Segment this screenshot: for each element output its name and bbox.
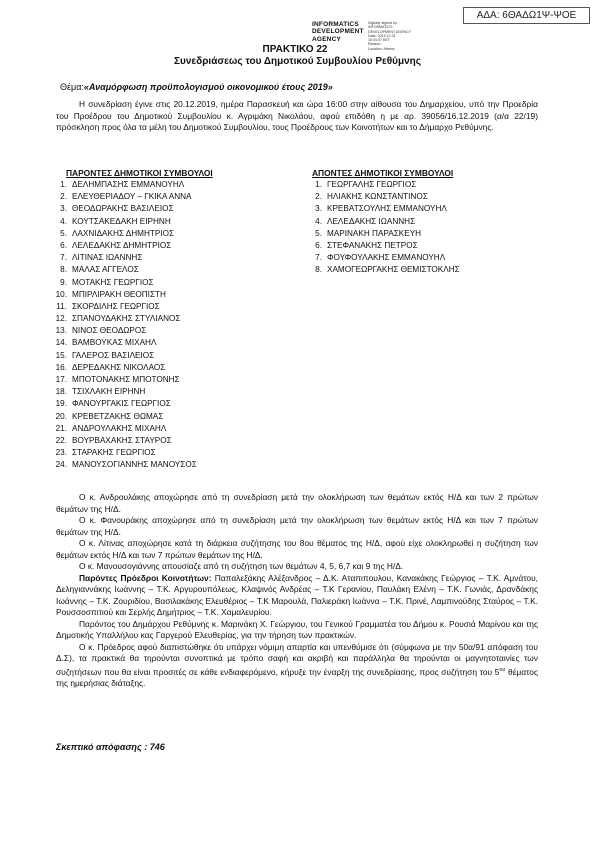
list-item: 22. ΒΟΥΡΒΑΧΑΚΗΣ ΣΤΑΥΡΟΣ: [55, 435, 172, 445]
list-item: 18. ΤΣΙΧΛΑΚΗ ΕΙΡΗΝΗ: [55, 387, 146, 397]
stamp-line: DEVELOPMENT: [312, 28, 364, 36]
present-heading: ΠΑΡΟΝΤΕΣ ΔΗΜΟΤΙΚΟΙ ΣΥΜΒΟΥΛΟΙ: [66, 168, 213, 178]
signature-line: 10:41:07 EET: [368, 38, 390, 43]
signature-line: Reason:: [368, 42, 382, 47]
absent-members-list: [305, 179, 460, 277]
note-paragraph: Ο κ. Φανουράκης αποχώρησε από τη συνεδρίαση μετά την ολοκλήρωση των θεμάτων εκτός Η/Δ και των 7 πρώτων θεμάτων της Η/Δ.: [56, 515, 538, 537]
stamp-line: INFORMATICS: [312, 21, 359, 28]
list-item: 17. ΜΠΟΤΟΝΑΚΗΣ ΜΠΟΤΟΝΗΣ: [55, 375, 180, 384]
list-item: 7. ΦΟΥΦΟΥΛΑΚΗΣ ΕΜΜΑΝΟΥΗΛ: [315, 253, 446, 263]
subject-label: Θέμα:: [60, 82, 84, 92]
list-item: 1. ΓΕΩΡΓΑΛΗΣ ΓΕΩΡΓΙΟΣ: [315, 180, 417, 189]
community-presidents-text: Παπαλεξάκης Αλέξανδρος – Δ.Κ. Αταπιπουλου, Κανακάκης Γεώργιος – Τ.Κ. Αμνάτου, Δεληγιαννάκης Ιωάννης – Τ.Κ. Αργυρουπόλεως, Κλαψινός Ανδρέας – Τ.Κ Γερανίου, Παυλάκη Ελένη – Τ.Κ. Γωνιάς, Δρανδάκης Ιωάννης – Τ.Κ. Ζουριδίου, Βασιλακάκης Ελευθέριος – Τ.Κ Μαρουλά, Παλιεράκη Ιωάννα – Τ.Κ. Πρινέ, Λαμπινούδης Σταύρος – Τ.Κ. Ρουσσοσπιτιού και Σερλής Δημήτριος – Τ.Κ. Χαμαλευρίου.: [56, 572, 538, 617]
list-item: 2. ΕΛΕΥΘΕΡΙΑΔΟΥ – ΓΚΙΚΑ ΑΝΝΑ: [60, 192, 192, 202]
community-presidents-label: Παρόντες Πρόεδροι Κοινοτήτων:: [79, 572, 212, 583]
note-paragraph: Παρόντος του Δημάρχου Ρεθύμνης κ. Μαρινάκη Χ. Γεώργιου, του Γενικού Γραμματέα του Δήμου κ. Ρουσιά Μαρίνου και της Δημοτικής Υπαλλήλου κας Γαργερού Ελευθερίας, για την τήρηση των πρακτικών.: [56, 618, 538, 640]
document-subtitle: Συνεδριάσεως του Δημοτικού Συμβουλίου Ρεθύμνης: [174, 56, 421, 67]
decision-heading: Σκεπτικό απόφασης : 746: [56, 742, 165, 752]
list-item: 21. ΑΝΔΡΟΥΛΑΚΗΣ ΜΙΧΑΗΛ: [55, 423, 167, 433]
list-item: 9. ΜΟΤΑΚΗΣ ΓΕΩΡΓΙΟΣ: [60, 277, 154, 287]
list-item: 7. ΛΙΤΙΝΑΣ ΙΩΑΝΝΗΣ: [60, 253, 143, 263]
list-item: 8. ΜΑΛΑΣ ΑΓΓΕΛΟΣ: [60, 265, 139, 275]
list-item: 16. ΔΕΡΕΔΑΚΗΣ ΝΙΚΟΛΑΟΣ: [55, 362, 166, 372]
list-item: 24. ΜΑΝΟΥΣΟΓΙΑΝΝΗΣ ΜΑΝΟΥΣΟΣ: [55, 460, 197, 470]
signature-line: Location: Athens: [368, 46, 395, 51]
note-paragraph: Ο κ. Μανουσογιάννης απουσίαζε από τη συζήτηση των θεμάτων 4, 5, 6,7 και 9 της Η/Δ.: [79, 561, 404, 571]
list-item: 13. ΝΙΝΟΣ ΘΕΟΔΩΡΟΣ: [55, 326, 147, 336]
list-item: 15. ΓΑΛΕΡΟΣ ΒΑΣΙΛΕΙΟΣ: [55, 350, 155, 360]
community-presidents-paragraph: [56, 573, 538, 619]
list-item: 5. ΛΑΧΝΙΔΑΚΗΣ ΔΗΜΗΤΡΙΟΣ: [60, 228, 175, 238]
list-item: 2. ΗΛΙΑΚΗΣ ΚΩΝΣΤΑΝΤΙΝΟΣ: [315, 192, 428, 202]
note-paragraph: Ο κ. Λίτινας αποχώρησε κατά τη διάρκεια συζήτησης του 8ου θέματος της Η/Δ, αφού είχε ολοκληρωθεί η συζήτηση των θεμάτων εκτός Η/Δ και των 7 πρώτων θεμάτων της Η/Δ.: [56, 538, 538, 560]
list-item: 12. ΣΠΑΝΟΥΔΑΚΗΣ ΣΤΥΛΙΑΝΟΣ: [55, 314, 181, 324]
subject-text: «Αναμόρφωση προϋπολογισμού οικονομικού έτους 2019»: [83, 82, 333, 92]
absent-heading: ΑΠΟΝΤΕΣ ΔΗΜΟΤΙΚΟΙ ΣΥΜΒΟΥΛΟΙ: [312, 168, 454, 178]
list-item: 1. ΔΕΛΗΜΠΑΣΗΣ ΕΜΜΑΝΟΥΗΛ: [60, 180, 185, 189]
list-item: 11. ΣΚΟΡΔΙΛΗΣ ΓΕΩΡΓΙΟΣ: [56, 301, 160, 311]
subject-line: [60, 82, 333, 92]
list-item: 6. ΣΤΕΦΑΝΑΚΗΣ ΠΕΤΡΟΣ: [315, 240, 418, 250]
list-item: 14. ΒΑΜΒΟΥΚΑΣ ΜΙΧΑΗΛ: [55, 338, 157, 348]
opening-paragraph: Ο κ. Πρόεδρος αφού διαπιστώθηκε ότι υπάρχει νόμιμη απαρτία και υπενθύμισε ότι (σύμφωνα με την 50α/91 απόφαση του Δ.Σ), τα πρακτικά θα τηρούνται συνοπτικά με τρόπο σαφή και ακριβή και παράλληλα θα τηρούνται οι μαγνητοταινίες των συζητήσεων που θα είναι προσιτές σε κάθε ενδιαφερόμενο, κήρυξε την έναρξη της συνεδρίασης, προς συζήτηση του $5^{o\upsilon}$ θέματος της ημερήσιας διάταξης.: [56, 641, 538, 688]
list-item: 19. ΦΑΝΟΥΡΓΑΚΙΣ ΓΕΩΡΓΙΟΣ: [55, 399, 171, 409]
list-item: 20. ΚΡΕΒΕΤΖΑΚΗΣ ΘΩΜΑΣ: [55, 411, 164, 421]
present-members-list: [50, 179, 197, 472]
list-item: 6. ΛΕΛΕΔΑΚΗΣ ΔΗΜΗΤΡΙΟΣ: [60, 240, 172, 250]
list-item: 8. ΧΑΜΟΓΕΩΡΓΑΚΗΣ ΘΕΜΙΣΤΟΚΛΗΣ: [315, 265, 460, 275]
list-item: 5. ΜΑΡΙΝΑΚΗ ΠΑΡΑΣΚΕΥΗ: [315, 228, 422, 238]
list-item: 4. ΛΕΛΕΔΑΚΗΣ ΙΩΑΝΝΗΣ: [315, 216, 416, 226]
notes-section: [56, 492, 538, 689]
signature-line: DEVELOPMENT AGENCY: [368, 29, 412, 34]
document-title: ΠΡΑΚΤΙΚΟ 22: [262, 44, 328, 55]
list-item: 10. ΜΠΙΡΛΙΡΑΚΗ ΘΕΟΠΙΣΤΗ: [55, 289, 166, 299]
list-item: 4. ΚΟΥΤΣΑΚΕΔΑΚΗ ΕΙΡΗΝΗ: [60, 216, 171, 226]
list-item: 3. ΚΡΕΒΑΤΣΟΥΛΗΣ ΕΜΜΑΝΟΥΗΛ: [315, 204, 447, 214]
signature-details: [368, 21, 428, 53]
signature-line: INFORMATICS: [368, 25, 393, 30]
ada-code: ΑΔΑ: 6ΘΑΔΩ1Ψ-ΨΟΕ: [463, 7, 590, 24]
signature-line: Date: 2019.12.31: [368, 33, 396, 38]
list-item: 3. ΘΕΟΔΩΡΑΚΗΣ ΒΑΣΙΛΕΙΟΣ: [60, 204, 174, 214]
list-item: 23. ΣΤΑΡΑΚΗΣ ΓΕΩΡΓΙΟΣ: [55, 448, 156, 458]
intro-paragraph: Η συνεδρίαση έγινε στις 20.12.2019, ημέρα Παρασκευή και ώρα 16:00 στην αίθουσα του Δημαρχείου, υπό την Προεδρία του Προέδρου του Δημοτικού Συμβουλίου κ. Αγριμάκη Νικολάου, αφού επιδόθη η με αρ. 39056/16.12.2019 (α/α 22/19) πρόσκληση προς όλα τα μέλη του Δημοτικού Συμβουλίου, τους Προέδρους των Κοινοτήτων και το Δήμαρχο Ρεθύμνης.: [56, 99, 538, 132]
note-paragraph: Ο κ. Ανδρουλάκης αποχώρησε από τη συνεδρίαση μετά την ολοκλήρωση των θεμάτων εκτός Η/Δ και των 2 πρώτων θεμάτων της Η/Δ.: [56, 492, 538, 514]
stamp-line: AGENCY: [312, 35, 342, 43]
signature-line: Digitally signed by: [368, 21, 397, 25]
